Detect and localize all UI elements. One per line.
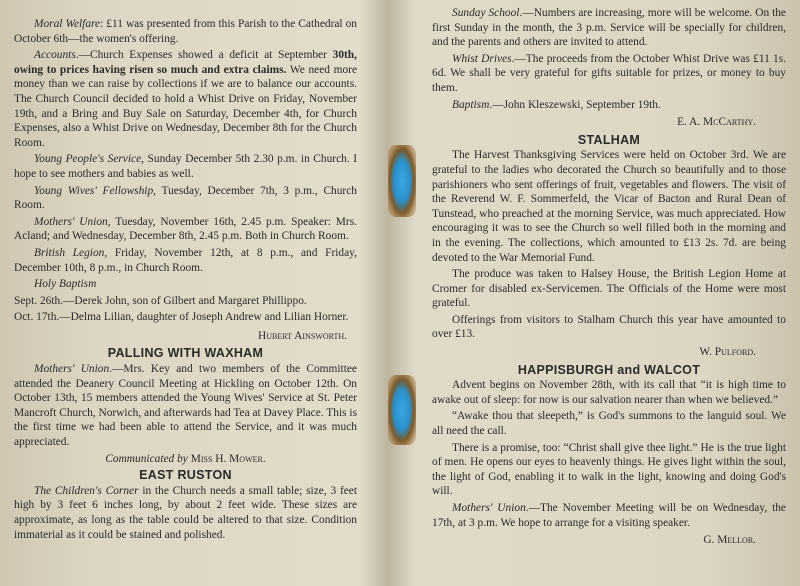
baptism-paragraph: Baptism.—John Kleszewski, September 19th. xyxy=(452,98,661,111)
communicated-by-line: Communicated by Miss H. Mower. xyxy=(105,452,266,465)
signature-pulford: W. Pulford. xyxy=(699,346,756,359)
palling-mothers-union-paragraph: Mothers' Union.—Mrs. Key and two members of the Committee attended the Deanery Council Meeting at Hickling on October 12th. On October 13th, 15 members attended the Young Wives' Service at St. Peter Mancroft Church, Norwich, and afterwards had Tea at Davey Place. This is the first time we had been able to attend the Service, and it was much appreciated. xyxy=(14,363,357,449)
childrens-corner-paragraph: The Children's Corner in the Church needs a small table; size, 3 feet high by 3 feet 6 inches long, by about 2 feet wide. These sizes are approximate, as long as the table could be altered to that size. Condition immaterial as it could be stained and polished. xyxy=(14,484,358,541)
happisburgh-mothers-union-paragraph: Mothers' Union.—The November Meeting will be on Wednesday, the 17th, at 3 p.m. We hope to arrange for a visiting speaker. xyxy=(432,502,786,529)
section-heading-stalham: STALHAM xyxy=(577,132,641,147)
offerings-paragraph: Offerings from visitors to Stalham Church this year have amounted to over £13. xyxy=(432,313,786,341)
harvest-paragraph: The Harvest Thanksgiving Services were held on October 3rd. We are grateful to the ladies who decorated the Church so beautifully and to those parishioners who sent offerings of fruit, vegetables and flowers. The visit of the Reverend W. F. Sommerfeld, the Vicar of Bacton and Rural Dean of Tunstead, who preached at the morning Service, was much appreciated. How encouraging it was to see the Church so well filled both in the morning and in the evening. The collections, which amounted to £13 2s. 7d. are being devoted to the War Memorial Fund. xyxy=(432,149,786,264)
section-heading-east-ruston: EAST RUSTON xyxy=(139,468,232,483)
holy-baptism-heading: Holy Baptism xyxy=(34,278,97,291)
signature-mccarthy: E. A. McCarthy. xyxy=(677,116,756,129)
staple-hole xyxy=(388,375,416,445)
staple-hole xyxy=(388,145,416,217)
section-heading-palling: PALLING WITH WAXHAM xyxy=(107,346,264,361)
advent-paragraph: Advent begins on November 28th, with its call that “it is high time to awake out of sleep: for now is our salvation nearer than when we believed.” xyxy=(432,379,786,406)
produce-paragraph: The produce was taken to Halsey House, the British Legion Home at Cromer for disabled ex-Servicemen. The Officials of the Home were most grateful. xyxy=(432,268,786,310)
moral-welfare-paragraph: Moral Welfare: £11 was presented from this Parish to the Cathedral on October 6th—the women's offering. xyxy=(14,18,357,45)
whist-drives-paragraph: Whist Drives.—The proceeds from the October Whist Drive was £11 1s. 6d. We shall be very grateful for gifts suitable for prizes, or money to buy them. xyxy=(432,52,786,94)
young-peoples-service-paragraph: Young People's Service, Sunday December 5th 2.30 p.m. in Church. I hope to see mothers and babies as well. xyxy=(14,153,358,180)
sunday-school-paragraph: Sunday School.—Numbers are increasing, more will be welcome. On the first Sunday in the month, the 3 p.m. Service will be specially for children, and the parents and others are invited to attend. xyxy=(432,7,786,49)
signature-ainsworth: Hubert Ainsworth. xyxy=(258,329,347,342)
right-page xyxy=(432,0,786,586)
awake-paragraph: “Awake thou that sleepeth,” is God's summons to the languid soul. We all need the call. xyxy=(432,410,786,438)
young-wives-paragraph: Young Wives' Fellowship, Tuesday, December 7th, 3 p.m., Church Room. xyxy=(14,184,357,212)
accounts-paragraph: Accounts.—Church Expenses showed a deficit at September 30th, owing to prices having risen so much and extra claims. We need more money than we can raise by collections if we are to balance our accounts. The Church Council decided to hold a Whist Drive on Friday, November 19th, and a Bring and Buy Sale on Saturday, December 4th, for Church Expenses, also a Whist Drive on Wednesday, December 8th for the Church Room. xyxy=(14,49,358,149)
baptism-entry: Sept. 26th.—Derek John, son of Gilbert and Margaret Phillippo. xyxy=(14,294,307,307)
british-legion-paragraph: British Legion, Friday, November 12th, at 8 p.m., and Friday, December 10th, 8 p.m., in Church Room. xyxy=(14,246,357,274)
mothers-union-paragraph: Mothers' Union, Tuesday, November 16th, 2.45 p.m. Speaker: Mrs. Acland; and Wednesday, December 8th, 2.45 p.m. Both in Church Room. xyxy=(14,215,358,243)
baptism-entry: Oct. 17th.—Delma Lilian, daughter of Joseph Andrew and Lilian Horner. xyxy=(14,311,349,324)
left-page xyxy=(14,0,357,586)
section-heading-happisburgh: HAPPISBURGH and WALCOT xyxy=(517,362,701,377)
promise-paragraph: There is a promise, too: “Christ shall give thee light.” He is the true light of men. He opens our eyes to heavenly things. He gives light within the soul, the light of God, enabling it to walk in the light, knowing and doing God's will. xyxy=(432,441,786,498)
signature-mellor: G. Mellor. xyxy=(703,534,756,547)
